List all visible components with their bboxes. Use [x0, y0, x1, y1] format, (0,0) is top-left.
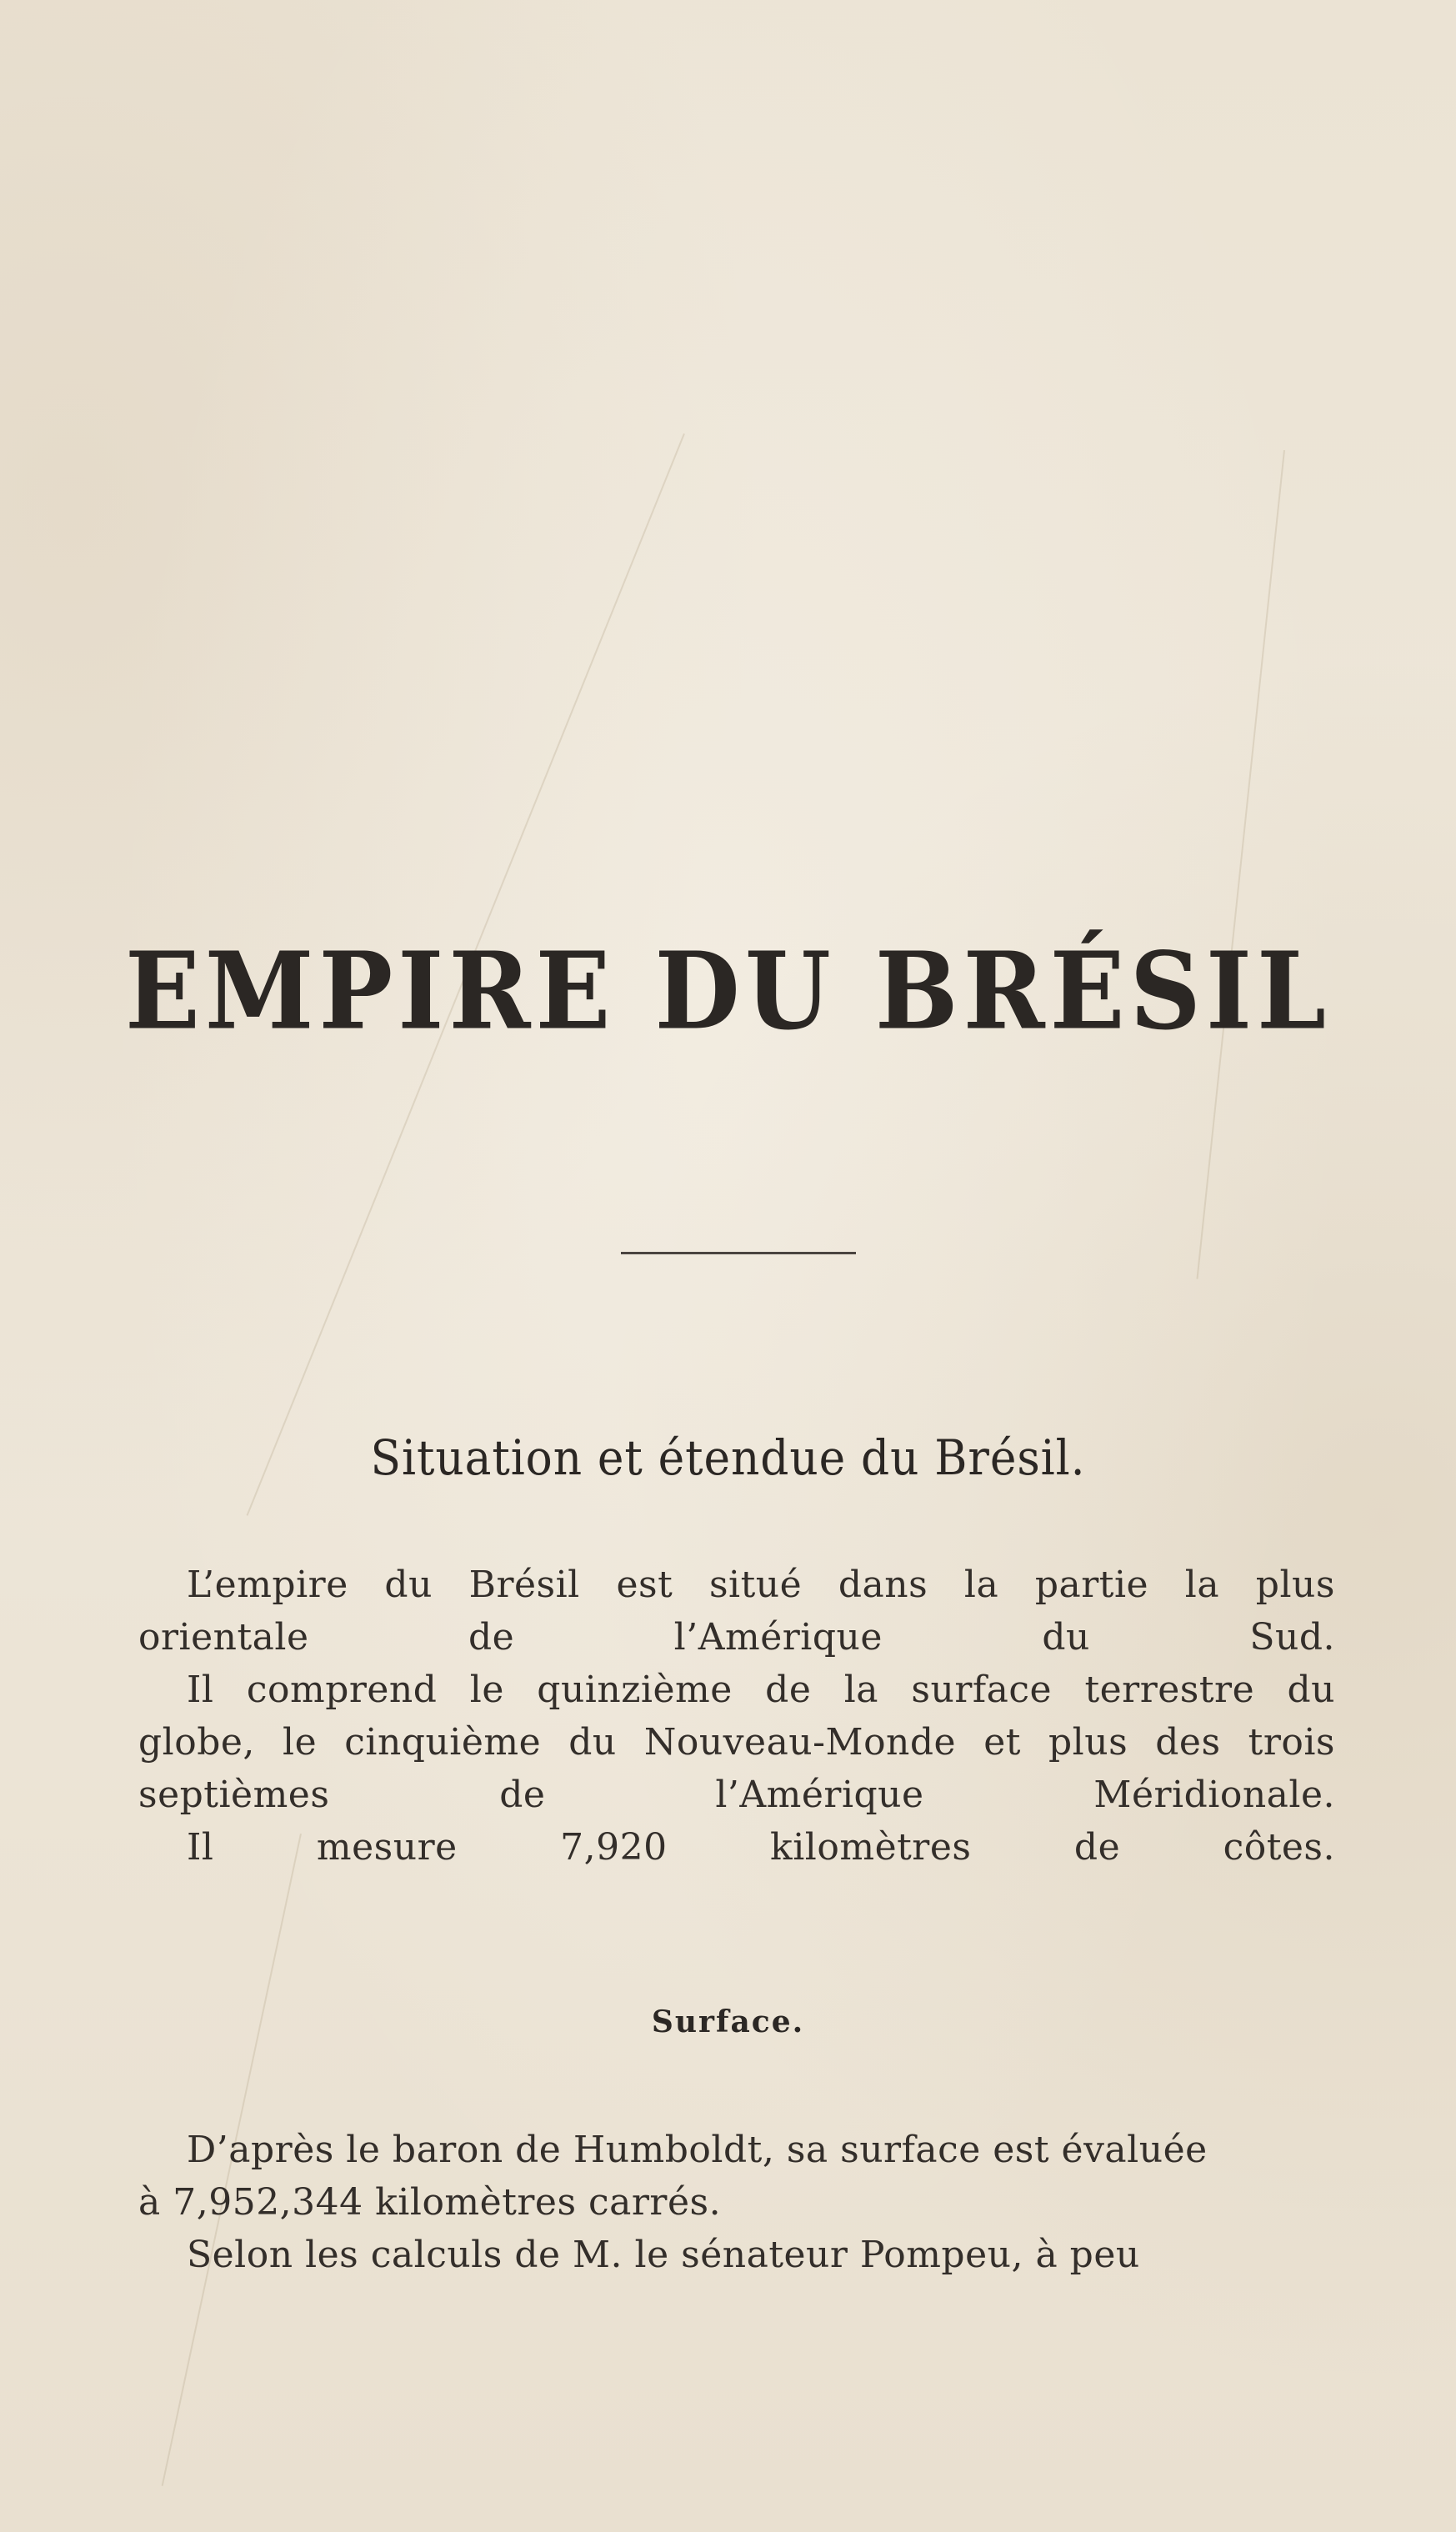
text-line: L’empire du Brésil est situé dans la partie la plus	[187, 1564, 1335, 1606]
page-title: EMPIRE DU BRÉSIL	[124, 928, 1331, 1053]
text-line: globe, le cinquième du Nouveau-Monde et plus des trois	[138, 1721, 1335, 1764]
text-line: septièmes de l’Amérique Méridionale.	[138, 1774, 1335, 1816]
text-line: Il comprend le quinzième de la surface terrestre du	[187, 1669, 1335, 1711]
paper-crease	[1196, 450, 1285, 1279]
section-heading: Situation et étendue du Brésil.	[370, 1429, 1086, 1486]
subheading: Surface.	[651, 2004, 805, 2039]
section2-paragraph	[138, 2124, 1335, 2281]
text-line: orientale de l’Amérique du Sud.	[138, 1616, 1335, 1659]
section1-paragraph	[138, 1559, 1335, 1874]
text-line: Selon les calculs de M. le sénateur Pompeu, à peu	[187, 2234, 1140, 2276]
text-line: à 7,952,344 kilomètres carrés.	[138, 2181, 722, 2224]
text-line: D’après le baron de Humboldt, sa surface est évaluée	[187, 2129, 1208, 2171]
text-line: Il mesure 7,920 kilomètres de côtes.	[187, 1826, 1335, 1869]
title-divider	[621, 1252, 856, 1254]
